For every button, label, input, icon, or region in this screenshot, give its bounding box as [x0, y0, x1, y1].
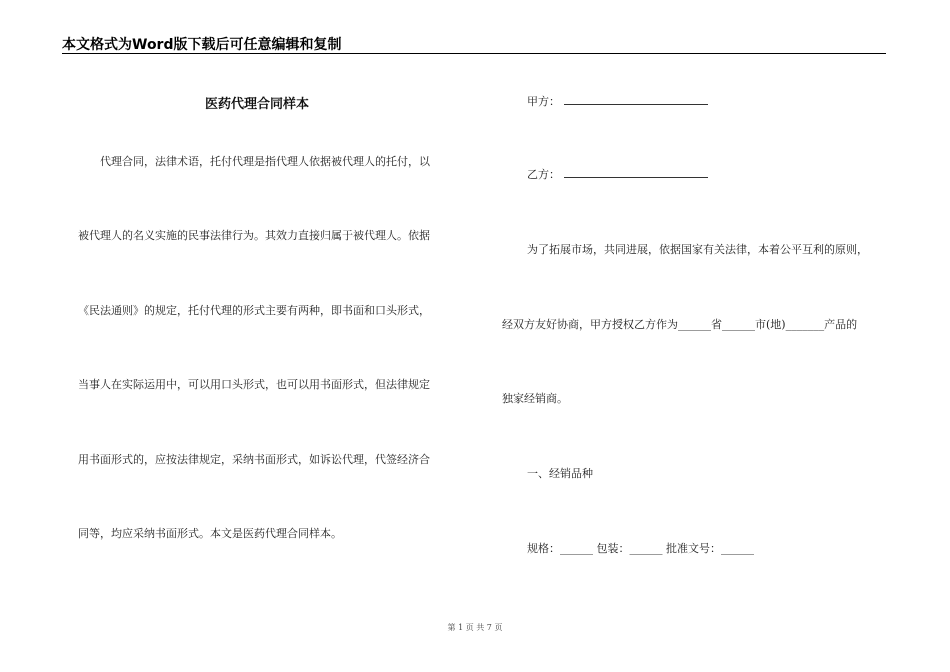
left-paragraph-line: 当事人在实际运用中，可以用口头形式，也可以用书面形式，但法律规定: [78, 378, 430, 391]
intro-line: 独家经销商。: [502, 392, 568, 405]
left-paragraph-line: 用书面形式的，应按法律规定，采纳书面形式，如诉讼代理，代签经济合: [78, 453, 430, 466]
party-a-blank: [564, 94, 708, 105]
intro-line: 经双方友好协商，甲方授权乙方作为______省______市(地)_______产品的: [502, 318, 858, 331]
spec-line: 规格：______ 包装：______ 批准文号：______: [527, 542, 754, 555]
party-a-row: [527, 94, 708, 109]
document-title: 医药代理合同样本: [205, 97, 310, 112]
party-b-blank: [564, 167, 708, 178]
document-header: 本文格式为Word版下载后可任意编辑和复制: [62, 37, 342, 53]
party-a-label: 甲方：: [527, 95, 560, 108]
left-paragraph-line: 代理合同，法律术语，托付代理是指代理人依据被代理人的托付，以: [100, 155, 430, 168]
party-b-label: 乙方：: [527, 168, 560, 181]
party-b-row: [527, 167, 708, 182]
page-number: 第 1 页 共 7 页: [447, 623, 503, 632]
section-heading: 一、经销品种: [527, 467, 593, 480]
left-paragraph-line: 同等，均应采纳书面形式。本文是医药代理合同样本。: [78, 527, 342, 540]
header-divider: [62, 53, 886, 54]
intro-line: 为了拓展市场，共同进展，依据国家有关法律，本着公平互利的原则，: [527, 243, 868, 256]
left-paragraph-line: 《民法通则》的规定，托付代理的形式主要有两种，即书面和口头形式，: [78, 304, 430, 317]
left-paragraph-line: 被代理人的名义实施的民事法律行为。其效力直接归属于被代理人。依据: [78, 229, 430, 242]
